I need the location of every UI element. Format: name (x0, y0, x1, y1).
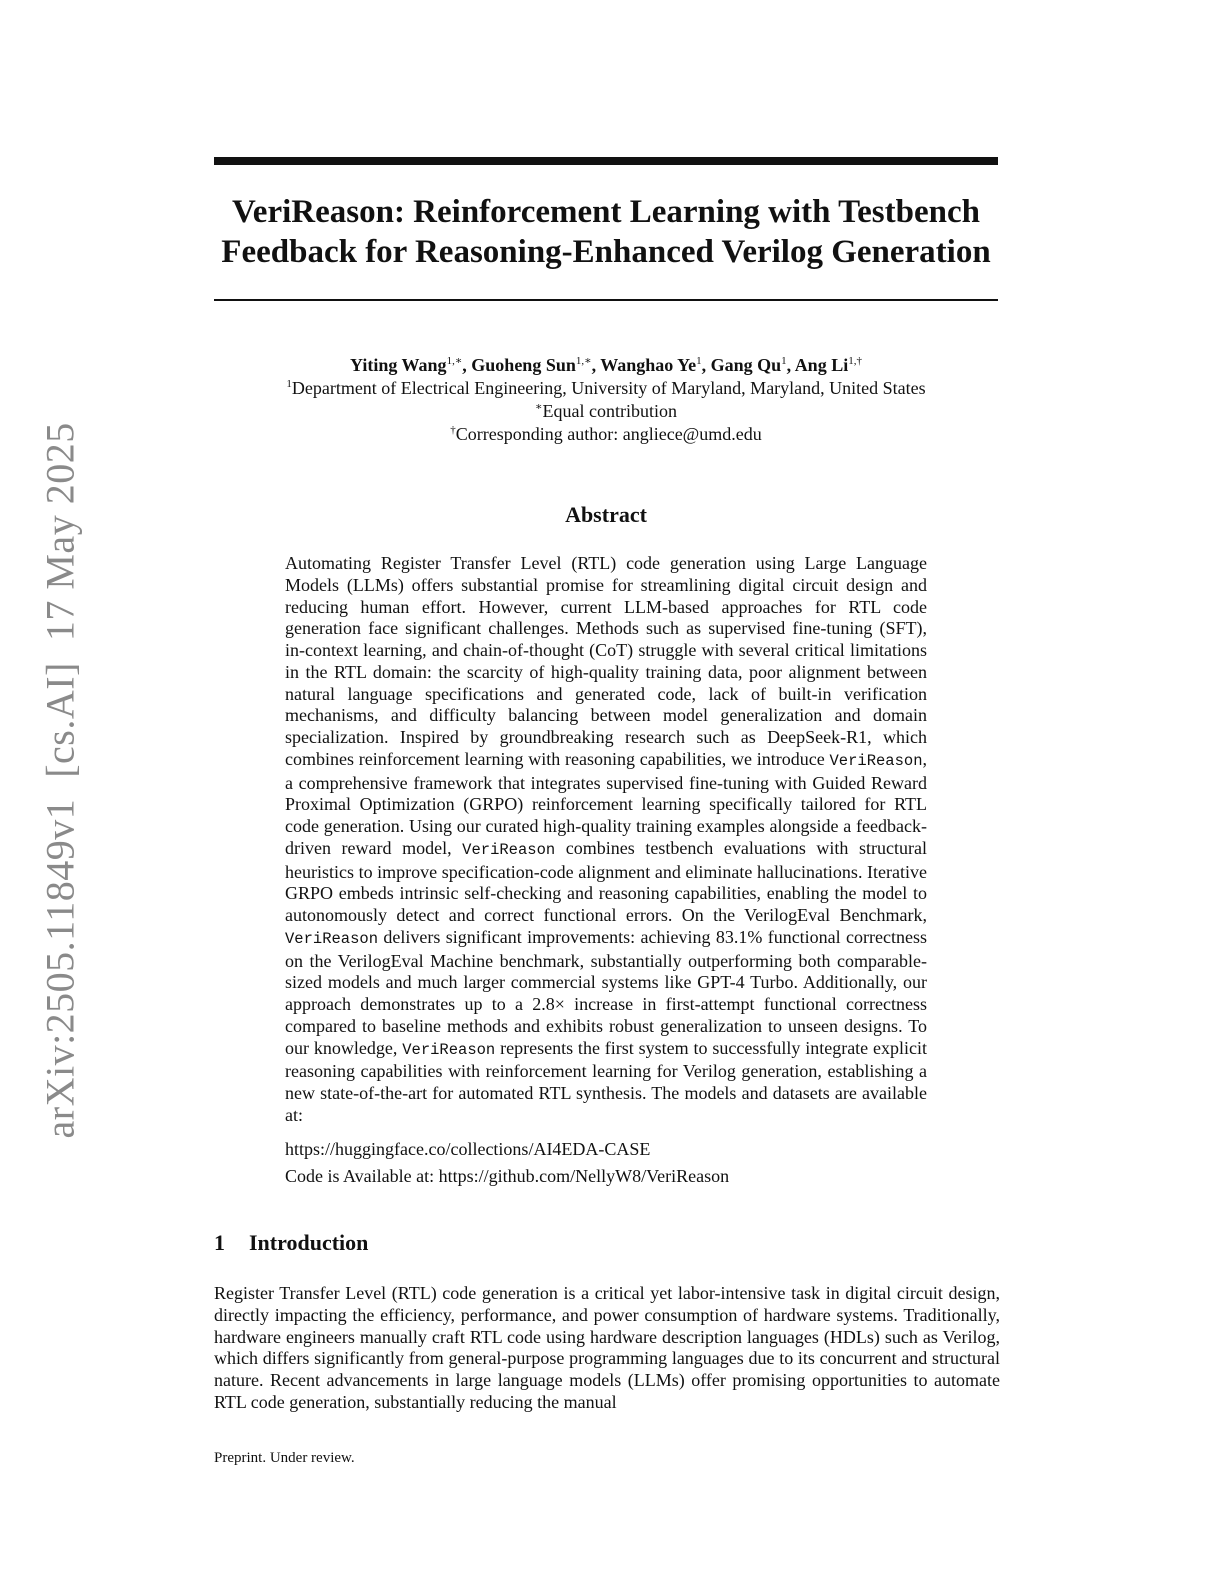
system-name: VeriReason (462, 840, 556, 859)
code-availability-line[interactable]: Code is Available at: https://github.com/NellyW8/VeriReason (285, 1166, 730, 1186)
abstract-text: delivers significant improvements: achieving 83.1% functional correctness on the VerilogEval Machine benchmark, substantially outperforming both comparable-sized models and much larger commercial systems like GPT-4 Turbo. Additionally, our approach demonstrates up to a 2.8× increase in first-attempt functional correctness compared to baseline methods and exhibits robust generalization to unseen designs. To our knowledge, (285, 926, 928, 1058)
system-name: VeriReason (829, 751, 923, 770)
corresponding-author-note (214, 423, 998, 446)
preprint-footer: Preprint. Under review. (214, 1450, 355, 1466)
section-number: 1 (214, 1230, 225, 1255)
paper-title: VeriReason: Reinforcement Learning with Testbench Feedback for Reasoning-Enhanced Verilog Generation (221, 194, 991, 270)
abstract-text: , a comprehensive framework that integrates supervised fine-tuning with Guided Reward Proximal Optimization (GRPO) reinforcement learning specifically tailored for RTL code generation. Using our curated high-quality training examples alongside a feedback-driven reward model, (285, 748, 928, 858)
affiliation (214, 377, 998, 400)
title-bottom-rule (214, 299, 998, 301)
introduction-paragraph: Register Transfer Level (RTL) code generation is a critical yet labor-intensive task in digital circuit design, directly impacting the efficiency, performance, and power consumption of hardware systems. Traditionally, hardware engineers manually craft RTL code using hardware description languages (HDLs) such as Verilog, which differs significantly from general-purpose programming languages due to its concurrent and structural nature. Recent advancements in large language models (LLMs) offer promising opportunities to automate RTL code generation, substantially reducing the manual (214, 1283, 1000, 1412)
author-separator: , (786, 355, 795, 375)
author-block (214, 354, 998, 446)
corresponding-text: Corresponding author: angliece@umd.edu (455, 424, 762, 444)
equal-contribution-text: Equal contribution (542, 401, 677, 421)
abstract-body (285, 553, 927, 1127)
author-name: Gang Qu (710, 355, 782, 375)
system-name: VeriReason (402, 1040, 496, 1059)
author-marks: 1,∗ (575, 355, 592, 367)
equal-contribution-note (214, 400, 998, 423)
abstract-heading: Abstract (565, 502, 647, 527)
author-name: Ang Li (794, 355, 849, 375)
corresponding-mark: † (450, 424, 456, 436)
abstract-text: represents the first system to successfully integrate explicit reasoning capabilities with reinforcement learning for Verilog generation, establishing a new state-of-the-art for automated RTL synthesis. The models and datasets are available at: (285, 1037, 928, 1125)
arxiv-identifier-stamp: arXiv:2505.11849v1 [cs.AI] 17 May 2025 (37, 422, 83, 1139)
title-top-rule (214, 157, 998, 165)
author-marks: 1 (696, 355, 702, 367)
author-marks: 1,† (848, 355, 862, 367)
author-marks: 1,∗ (446, 355, 463, 367)
section-heading-introduction (214, 1230, 368, 1256)
author-separator: , (701, 355, 711, 375)
author-name: Yiting Wang (350, 355, 447, 375)
author-name: Guoheng Sun (471, 355, 576, 375)
abstract-text: Automating Register Transfer Level (RTL) code generation using Large Language Models (LLMs) offers substantial promise for streamlining digital circuit design and reducing human effort. However, current LLM-based approaches for RTL code generation face significant challenges. Methods such as supervised fine-tuning (SFT), in-context learning, and chain-of-thought (CoT) struggle with several critical limitations in the RTL domain: the scarcity of high-quality training data, poor alignment between natural language specifications and generated code, lack of built-in verification mechanisms, and difficulty balancing between model generalization and domain specialization. Inspired by groundbreaking research such as DeepSeek-R1, which combines reinforcement learning with reasoning capabilities, we introduce (285, 553, 927, 769)
affiliation-mark: 1 (286, 378, 292, 390)
author-list (214, 354, 998, 377)
huggingface-link[interactable]: https://huggingface.co/collections/AI4EDA-CASE (285, 1139, 651, 1159)
affiliation-text: Department of Electrical Engineering, University of Maryland, Maryland, United States (291, 378, 926, 398)
author-separator: , (462, 355, 472, 375)
system-name: VeriReason (285, 929, 379, 948)
equal-contribution-mark: ∗ (535, 401, 543, 413)
section-title: Introduction (249, 1230, 369, 1255)
author-separator: , (591, 355, 601, 375)
author-name: Wanghao Ye (600, 355, 697, 375)
abstract-text: combines testbench evaluations with structural heuristics to improve specification-code alignment and eliminate hallucinations. Iterative GRPO embeds intrinsic self-checking and reasoning capabilities, enabling the model to autonomously detect and correct functional errors. On the VerilogEval Benchmark, (285, 837, 927, 925)
author-marks: 1 (781, 355, 787, 367)
